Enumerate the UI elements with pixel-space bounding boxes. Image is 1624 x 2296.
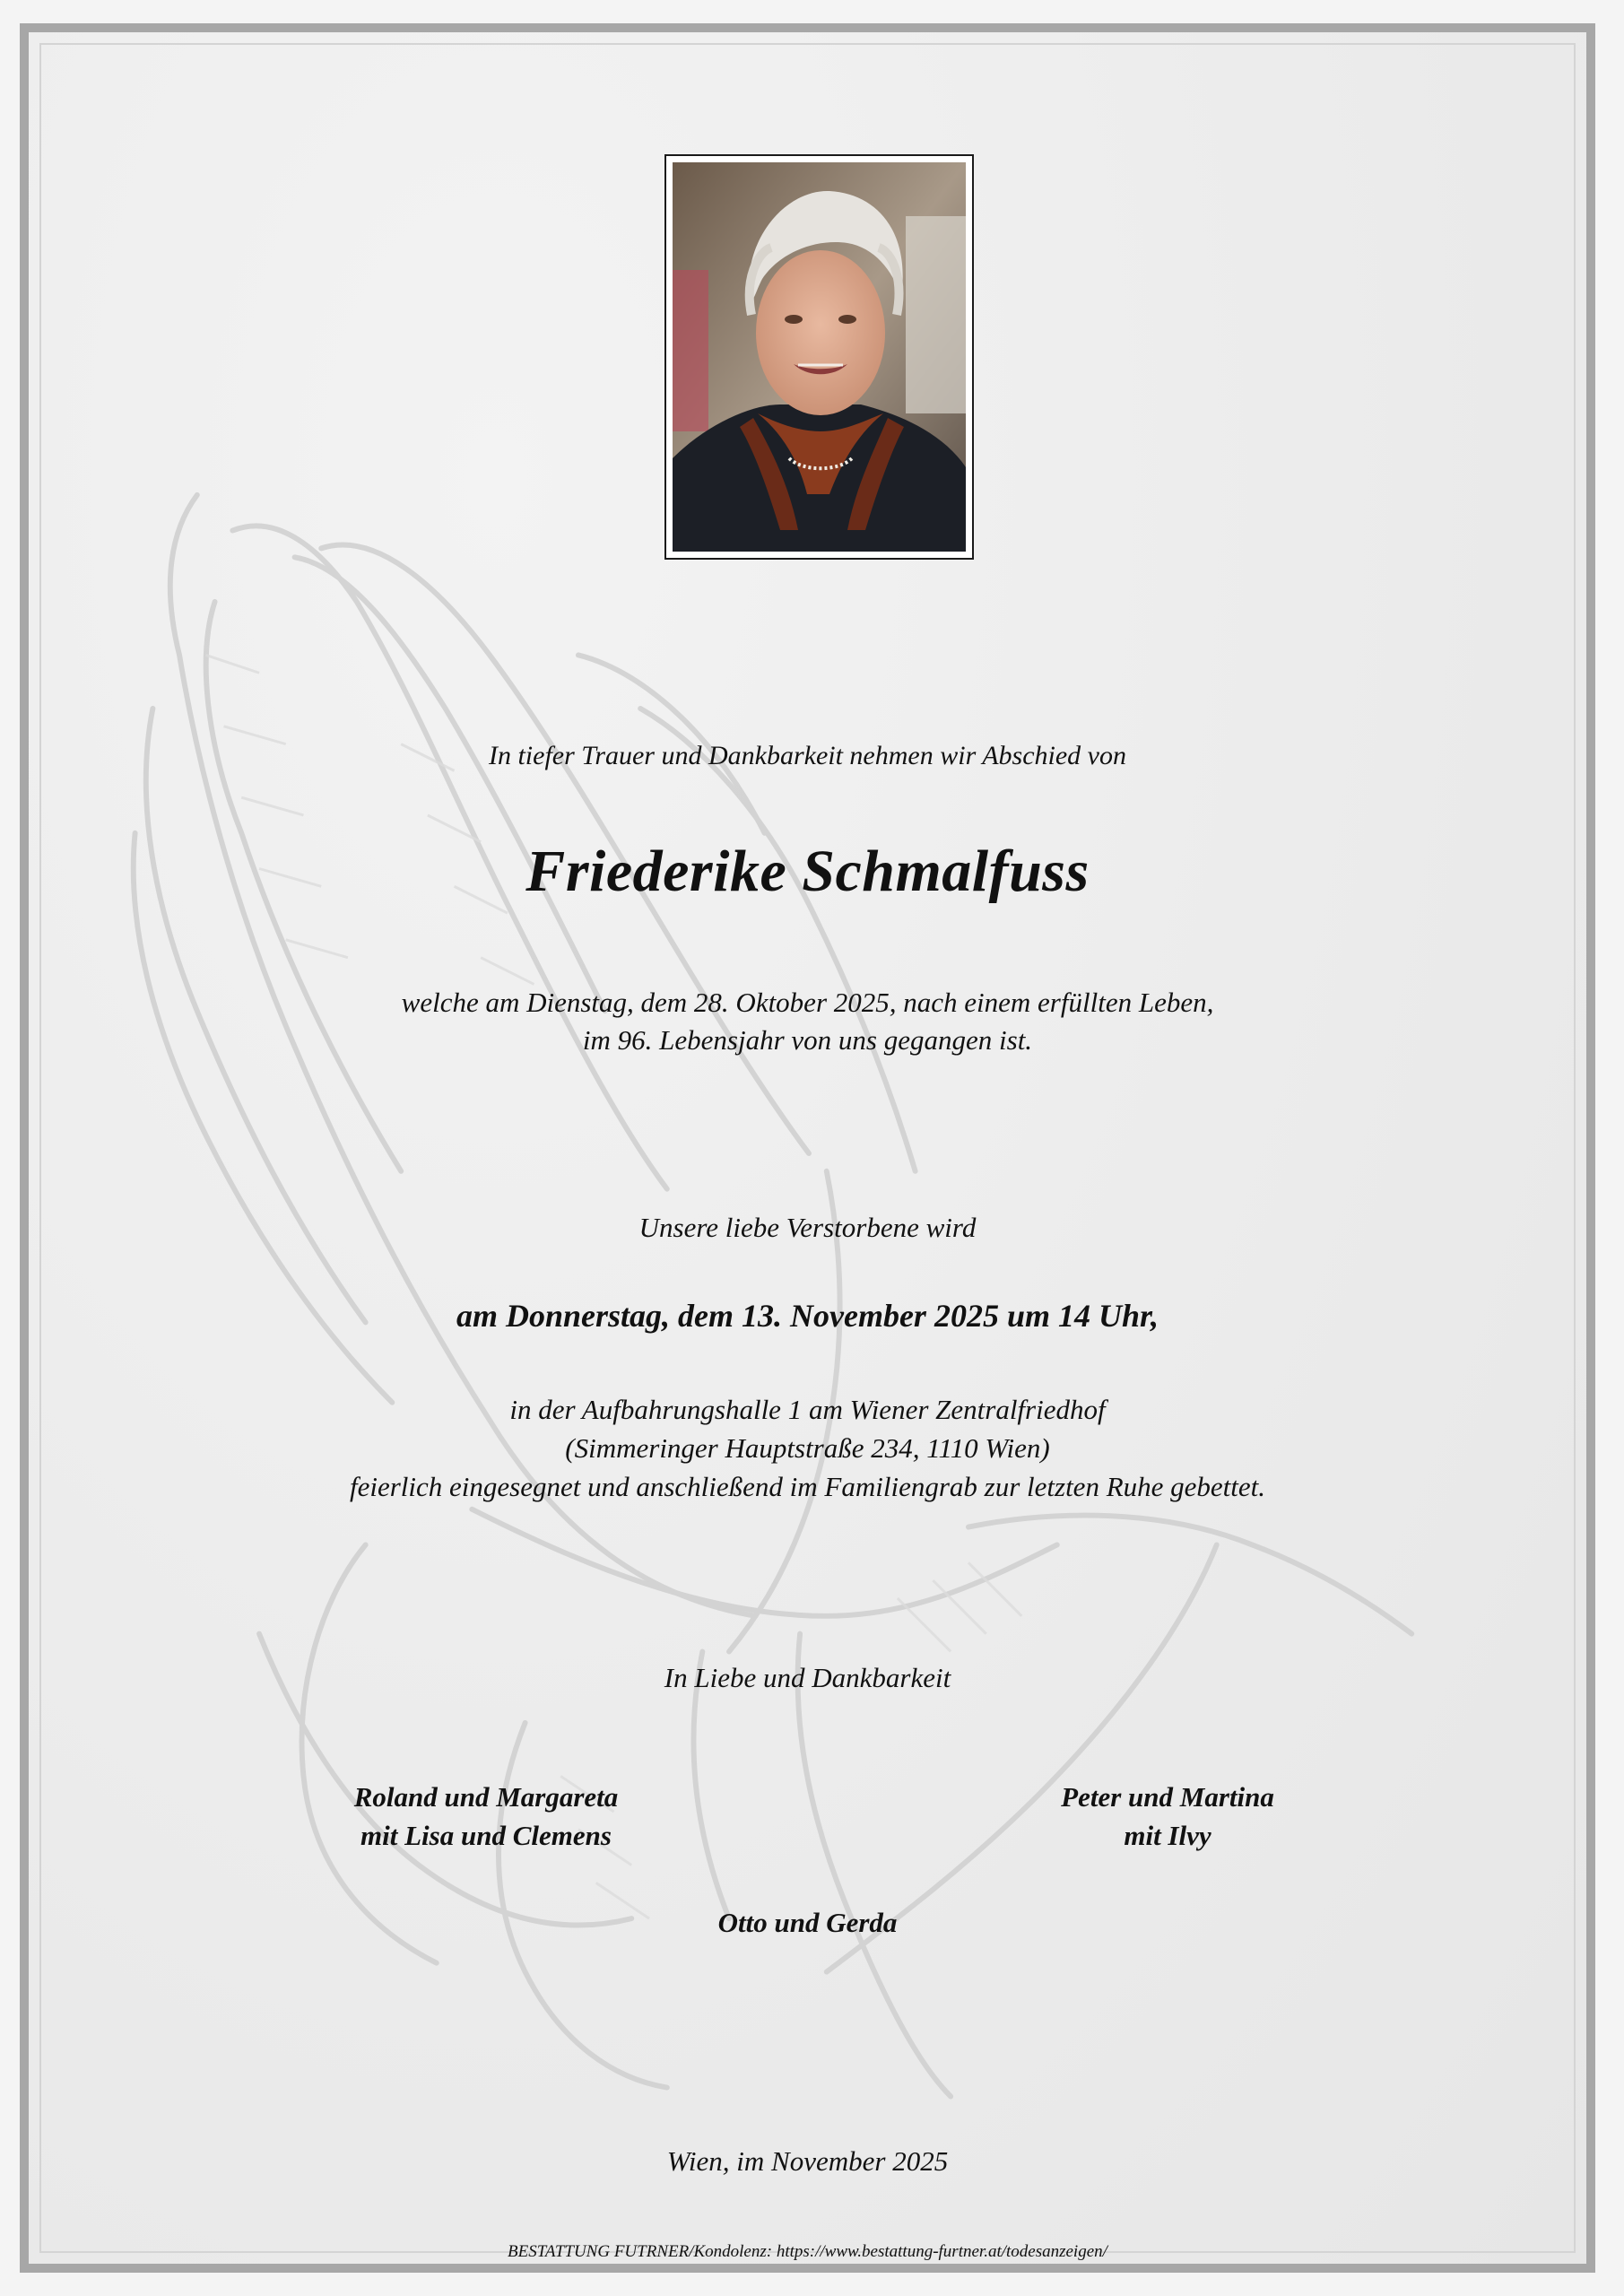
death-line-1: welche am Dienstag, dem 28. Oktober 2025, nach einem erfüllten Leben,: [401, 987, 1214, 1018]
family-right-line-1: Peter und Martina: [1061, 1781, 1274, 1813]
portrait-frame: [664, 154, 974, 560]
footer-credit: BESTATTUNG FUTRNER/Kondolenz: https://www.bestattung-furtner.at/todesanzeigen/: [508, 2242, 1107, 2261]
deceased-name: Friederike Schmalfuss: [525, 839, 1090, 904]
ceremony-intro: Unsere liebe Verstorbene wird: [638, 1212, 977, 1243]
intro-text: In tiefer Trauer und Dankbarkeit nehmen wir Abschied von: [488, 741, 1126, 770]
place-date: Wien, im November 2025: [666, 2145, 949, 2177]
family-center-line: Otto und Gerda: [717, 1907, 898, 1938]
death-line-2: im 96. Lebensjahr von uns gegangen ist.: [582, 1024, 1033, 1056]
location-line-1: in der Aufbahrungshalle 1 am Wiener Zentralfriedhof: [509, 1394, 1106, 1425]
portrait-photo-icon: [673, 162, 966, 552]
closing-text: In Liebe und Dankbarkeit: [664, 1662, 951, 1693]
notice-frame: [20, 23, 1595, 2273]
family-left-line-2: mit Lisa und Clemens: [360, 1820, 612, 1851]
family-group-center: [29, 1903, 1586, 1942]
ceremony-date: am Donnerstag, dem 13. November 2025 um 14 Uhr,: [456, 1298, 1159, 1334]
family-group-right: [979, 1778, 1356, 1855]
family-left-line-1: Roland und Margareta: [353, 1781, 619, 1813]
location-line-2: (Simmeringer Hauptstraße 234, 1110 Wien): [565, 1432, 1050, 1464]
family-right-line-2: mit Ilvy: [1124, 1820, 1211, 1851]
family-group-left: [298, 1778, 674, 1855]
location-line-3: feierlich eingesegnet und anschließend im Familiengrab zur letzten Ruhe gebettet.: [349, 1471, 1266, 1502]
